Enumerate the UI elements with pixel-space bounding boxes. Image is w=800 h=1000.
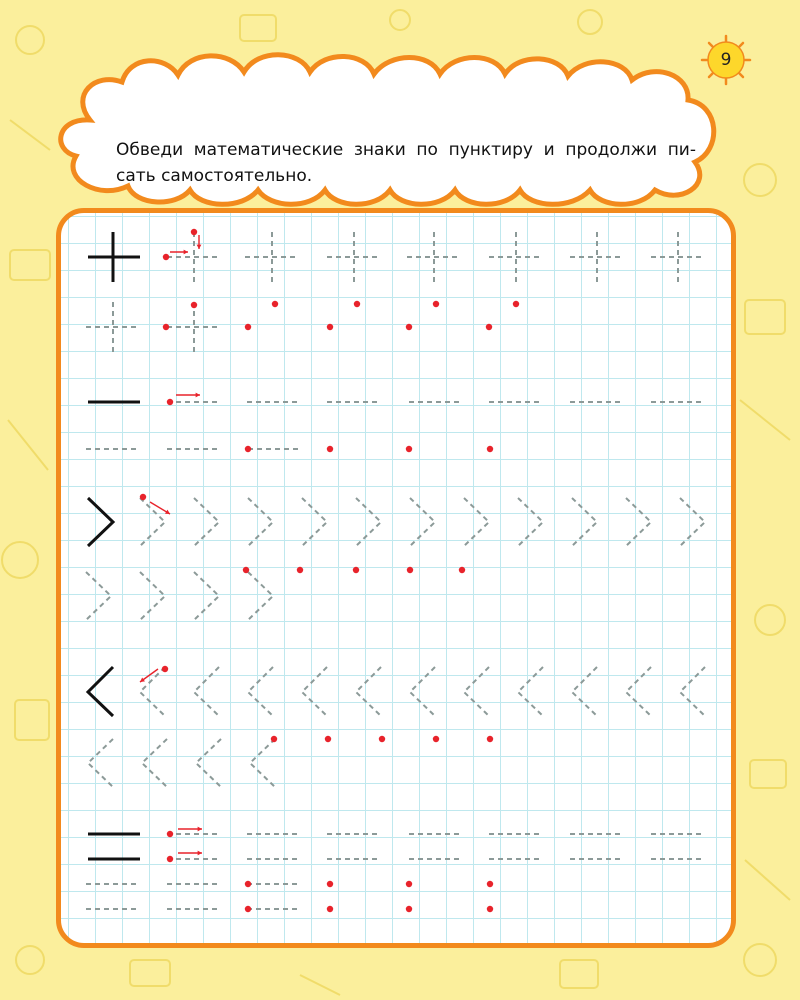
greater-trace [626, 498, 651, 546]
start-dot [191, 229, 197, 235]
start-dot [406, 906, 412, 912]
start-dot [191, 302, 197, 308]
doodle-book-icon [10, 250, 50, 280]
doodle-book-icon [15, 700, 49, 740]
start-dot [327, 881, 333, 887]
start-dot [353, 567, 359, 573]
less-trace [142, 739, 167, 787]
start-dot [487, 881, 493, 887]
greater-trace [518, 498, 543, 546]
greater-trace [356, 498, 381, 546]
start-dot [297, 567, 303, 573]
start-dot [245, 446, 251, 452]
greater-trace [248, 572, 273, 620]
greater-trace [680, 498, 705, 546]
less-trace [194, 667, 219, 716]
less-trace [518, 667, 543, 716]
start-dot [379, 736, 385, 742]
worksheet-grid [56, 208, 736, 948]
start-dot [327, 324, 333, 330]
direction-arrow-head [198, 827, 202, 832]
direction-arrow-head [197, 245, 202, 249]
less-trace [410, 667, 435, 716]
greater-trace [302, 498, 327, 546]
direction-arrow-head [196, 393, 200, 398]
doodle-book-icon [750, 760, 786, 788]
start-dot [167, 831, 173, 837]
instruction-text: Обведи математические знаки по пунктиру и продолжи пи-сать самостоятельно. [116, 140, 696, 186]
start-dot [433, 736, 439, 742]
start-dot [325, 736, 331, 742]
less-trace [626, 667, 651, 716]
doodle-pencil-icon [745, 860, 790, 900]
doodle-book-icon [745, 300, 785, 334]
start-dot [140, 494, 146, 500]
greater-trace [248, 498, 273, 546]
start-dot [167, 856, 173, 862]
start-dot [271, 736, 277, 742]
less-trace [302, 667, 327, 716]
greater-sample [88, 498, 113, 546]
less-trace [140, 667, 165, 716]
greater-trace [572, 498, 597, 546]
greater-trace [140, 572, 165, 620]
less-trace [464, 667, 489, 716]
start-dot [433, 301, 439, 307]
start-dot [163, 254, 169, 260]
doodle-circle-icon [16, 946, 44, 974]
start-dot [487, 736, 493, 742]
start-dot [167, 399, 173, 405]
page-badge [700, 34, 752, 86]
start-dot [245, 324, 251, 330]
less-trace [356, 667, 381, 716]
doodle-circle-icon [755, 605, 785, 635]
less-trace [680, 667, 705, 716]
tracing-marks [61, 213, 731, 943]
less-sample [88, 667, 113, 716]
direction-arrow-head [184, 250, 188, 255]
start-dot [406, 324, 412, 330]
start-dot [327, 446, 333, 452]
doodle-pencil-icon [740, 400, 790, 440]
greater-trace [86, 572, 111, 620]
start-dot [163, 324, 169, 330]
start-dot [487, 906, 493, 912]
doodle-circle-icon [744, 944, 776, 976]
start-dot [406, 881, 412, 887]
direction-arrow-head [198, 851, 202, 856]
start-dot [459, 567, 465, 573]
less-trace [196, 739, 221, 787]
page-number: 9 [720, 50, 732, 70]
doodle-pencil-icon [300, 975, 340, 995]
greater-trace [194, 498, 219, 546]
start-dot [272, 301, 278, 307]
greater-trace [140, 498, 165, 546]
start-dot [513, 301, 519, 307]
start-dot [243, 567, 249, 573]
less-trace [250, 739, 275, 787]
start-dot [245, 881, 251, 887]
start-dot [245, 906, 251, 912]
start-dot [407, 567, 413, 573]
less-trace [248, 667, 273, 716]
less-trace [88, 739, 113, 787]
start-dot [486, 324, 492, 330]
doodle-book-icon [560, 960, 598, 988]
start-dot [327, 906, 333, 912]
doodle-book-icon [130, 960, 170, 986]
start-dot [354, 301, 360, 307]
greater-trace [410, 498, 435, 546]
greater-trace [464, 498, 489, 546]
greater-trace [194, 572, 219, 620]
start-dot [162, 666, 168, 672]
less-trace [572, 667, 597, 716]
start-dot [406, 446, 412, 452]
doodle-circle-icon [2, 542, 38, 578]
doodle-pencil-icon [8, 420, 48, 470]
start-dot [487, 446, 493, 452]
